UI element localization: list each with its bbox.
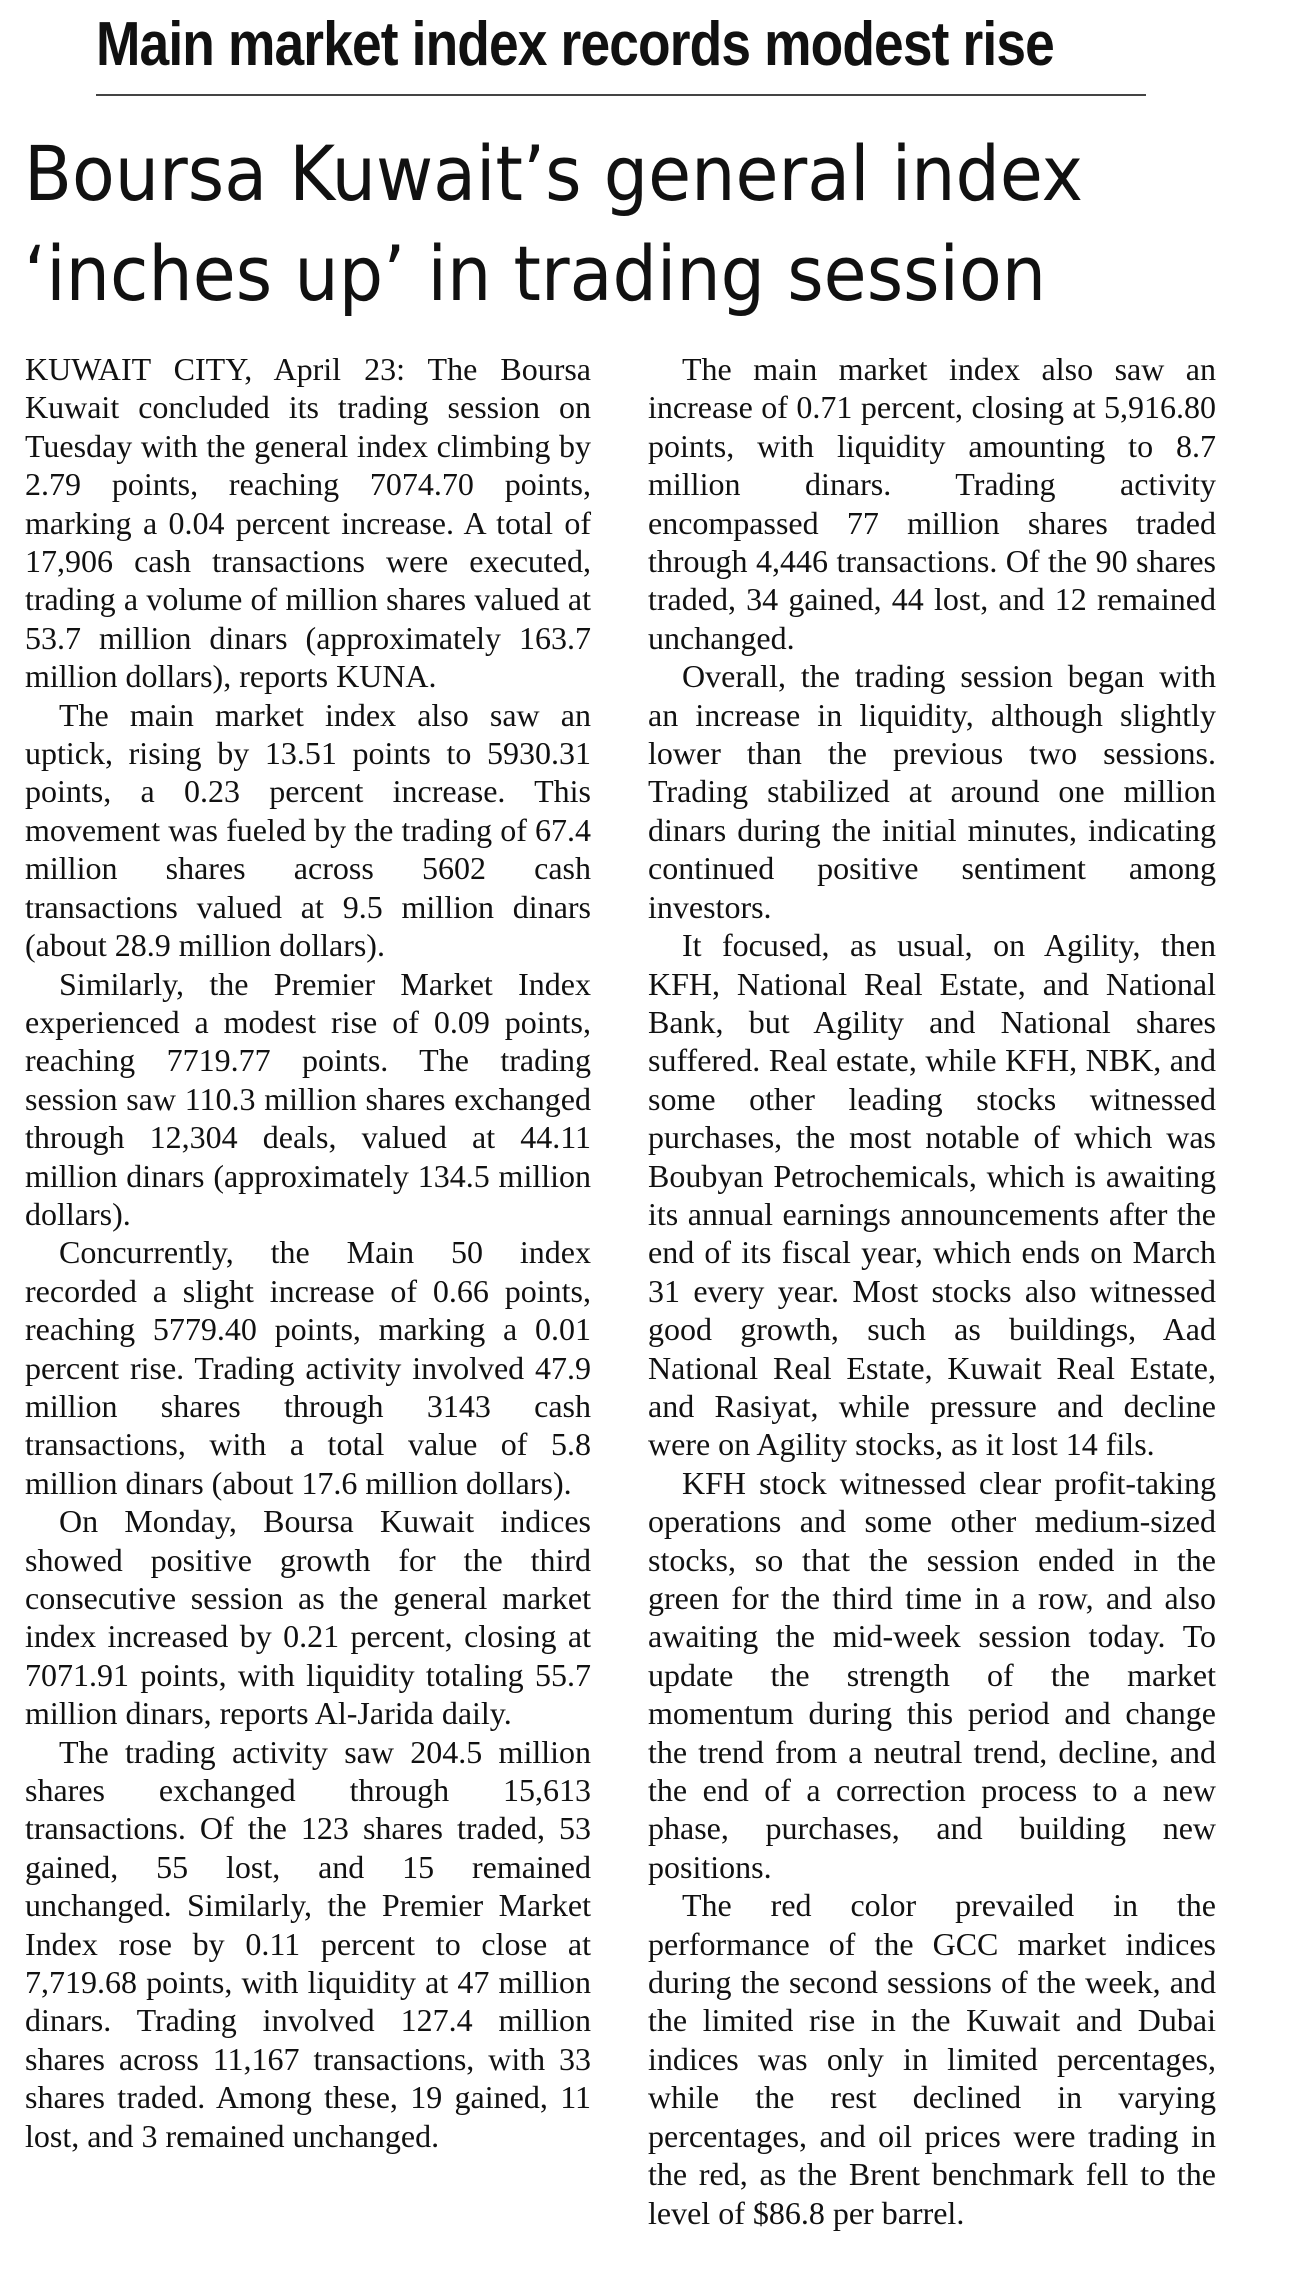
kicker-divider (96, 94, 1146, 96)
paragraph: KFH stock witnessed clear profit-taking operations and some other medium-sized stocks, so that the session ended in the green for the third time in a row, and also awaiting the mid-week session today. To update the strength of the market momentum during this period and change the trend from a neutral trend, decline, and the end of a correction process to a new phase, purchases, and building new positions. (648, 1464, 1216, 1885)
main-headline (24, 124, 1174, 324)
kicker-headline: Main market index records modest rise (96, 10, 1054, 79)
paragraph: Similarly, the Premier Market Index experienced a modest rise of 0.09 points, reaching 7719.77 points. The trading session saw 110.3 million shares exchanged through 12,304 deals, valued at 44.11 million dinars (approximately 134.5 million dollars). (25, 965, 591, 1232)
paragraph: Concurrently, the Main 50 index recorded a slight increase of 0.66 points, reaching 5779.40 points, marking a 0.01 percent rise. Trading activity involved 47.9 million shares through 3143 cash transactions, with a total value of 5.8 million dinars (about 17.6 million dollars). (25, 1234, 591, 1501)
paragraph: The trading activity saw 204.5 million shares exchanged through 15,613 transactions. Of the 123 shares traded, 53 gained, 55 lost, and 15 remained unchanged. Similarly, the Premier Market Index rose by 0.11 percent to close at 7,719.68 points, with liquidity at 47 million dinars. Trading involved 127.4 million shares across 11,167 transactions, with 33 shares traded. Among these, 19 gained, 11 lost, and 3 remained unchanged. (25, 1733, 591, 2154)
paragraph: The red color prevailed in the performance of the GCC market indices during the second sessions of the week, and the limited rise in the Kuwait and Dubai indices was only in limited percentages, while the rest declined in varying percentages, and oil prices were trading in the red, as the Brent benchmark fell to the level of $86.8 per barrel. (648, 1887, 1216, 2231)
article-column-right (648, 350, 1216, 2232)
headline-line-1: Boursa Kuwait’s general index (24, 129, 1084, 218)
paragraph: The main market index also saw an increase of 0.71 percent, closing at 5,916.80 points, with liquidity amounting to 8.7 million dinars. Trading activity encompassed 77 million shares traded through 4,446 transactions. Of the 90 shares traded, 34 gained, 44 lost, and 12 remained unchanged. (648, 351, 1216, 656)
paragraph: KUWAIT CITY, April 23: The Boursa Kuwait concluded its trading session on Tuesday with the general index climbing by 2.79 points, reaching 7074.70 points, marking a 0.04 percent increase. A total of 17,906 cash transactions were executed, trading a volume of million shares valued at 53.7 million dinars (approximately 163.7 million dollars), reports KUNA. (25, 351, 591, 695)
headline-line-2: ‘inches up’ in trading session (24, 229, 1047, 318)
paragraph: On Monday, Boursa Kuwait indices showed positive growth for the third consecutive session as the general market index increased by 0.21 percent, closing at 7071.91 points, with liquidity totaling 55.7 million dinars, reports Al-Jarida daily. (25, 1503, 591, 1732)
paragraph: Overall, the trading session began with an increase in liquidity, although slightly lower than the previous two sessions. Trading stabilized at around one million dinars during the initial minutes, indicating continued positive sentiment among investors. (648, 658, 1216, 925)
article-column-left (25, 350, 591, 2155)
paragraph: It focused, as usual, on Agility, then KFH, National Real Estate, and National Bank, but Agility and National shares suffered. Real estate, while KFH, NBK, and some other leading stocks witnessed purchases, the most notable of which was Boubyan Petrochemicals, which is awaiting its annual earnings announcements after the end of its fiscal year, which ends on March 31 every year. Most stocks also witnessed good growth, such as buildings, Aad National Real Estate, Kuwait Real Estate, and Rasiyat, while pressure and decline were on Agility stocks, as it lost 14 fils. (648, 927, 1216, 1463)
paragraph: The main market index also saw an uptick, rising by 13.51 points to 5930.31 points, a 0.23 percent increase. This movement was fueled by the trading of 67.4 million shares across 5602 cash transactions valued at 9.5 million dinars (about 28.9 million dollars). (25, 696, 591, 964)
